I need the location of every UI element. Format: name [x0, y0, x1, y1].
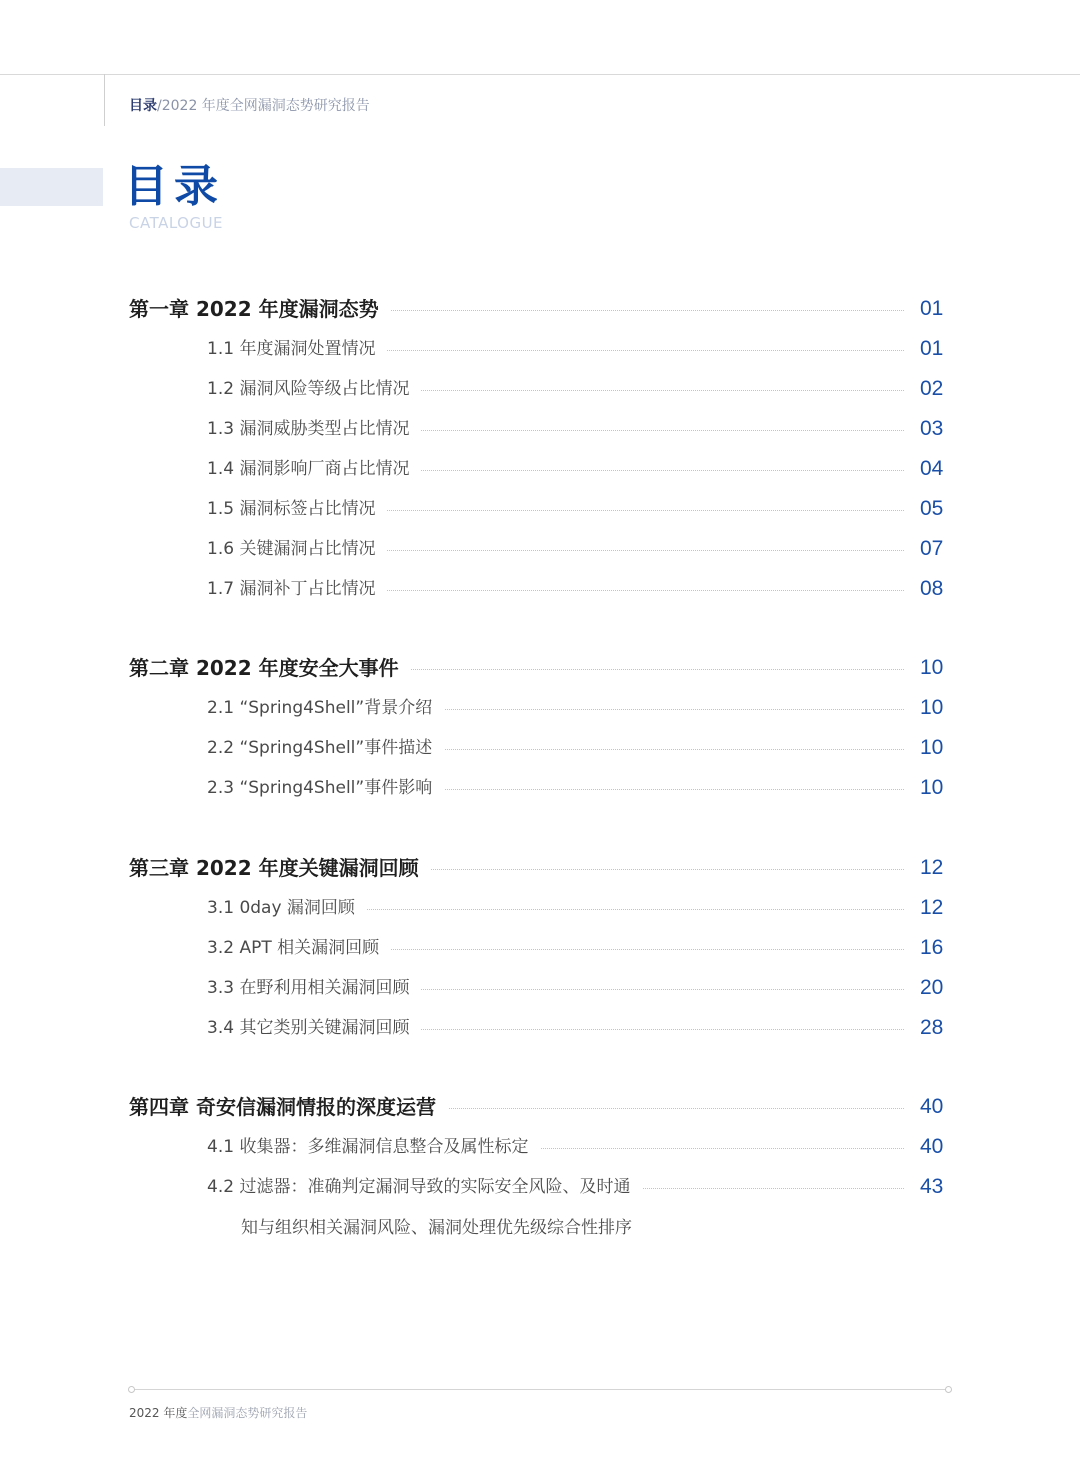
toc-section-entry[interactable]	[0, 571, 1080, 607]
toc-section-entry[interactable]	[0, 1010, 1080, 1046]
toc-page-number: 10	[904, 730, 972, 766]
toc-page-number: 05	[904, 491, 972, 527]
toc-chapter-entry[interactable]	[0, 650, 1080, 686]
toc-entry-label: 第四章 奇安信漏洞情报的深度运营	[129, 1089, 448, 1125]
toc-entry-label: 3.2 APT 相关漏洞回顾	[207, 930, 391, 966]
toc-entry-label: 4.1 收集器：多维漏洞信息整合及属性标定	[207, 1129, 540, 1165]
toc-section-entry[interactable]	[0, 690, 1080, 726]
toc-page-number: 10	[904, 650, 972, 686]
toc-section-entry[interactable]	[0, 411, 1080, 447]
toc-section-entry[interactable]	[0, 371, 1080, 407]
toc-page-number: 01	[904, 291, 972, 327]
toc-entry-label: 1.1 年度漏洞处置情况	[207, 331, 387, 367]
footer-year: 2022 年度	[129, 1406, 188, 1420]
toc-page-number: 12	[904, 890, 972, 926]
toc-page-number: 03	[904, 411, 972, 447]
toc-page-number: 16	[904, 930, 972, 966]
breadcrumb-report-title: /2022 年度全网漏洞态势研究报告	[157, 98, 370, 114]
toc-section-entry[interactable]	[0, 930, 1080, 966]
toc-page-number: 07	[904, 531, 972, 567]
toc-entry-label: 1.7 漏洞补丁占比情况	[207, 571, 387, 607]
toc-entry-continuation: 知与组织相关漏洞风险、漏洞处理优先级综合性排序	[241, 1218, 632, 1238]
toc-page-number: 40	[904, 1129, 972, 1165]
toc-chapter-entry[interactable]	[0, 1089, 1080, 1125]
toc-entry-label: 3.3 在野利用相关漏洞回顾	[207, 970, 421, 1006]
toc-page-number: 10	[904, 770, 972, 806]
toc-page-number: 43	[904, 1169, 972, 1205]
toc-page-number: 02	[904, 371, 972, 407]
toc-section-entry[interactable]	[0, 1169, 1080, 1205]
toc-section-entry[interactable]	[0, 491, 1080, 527]
footer-rule-start-dot	[128, 1386, 135, 1393]
toc-section-entry[interactable]	[0, 890, 1080, 926]
toc-entry-label: 4.2 过滤器：准确判定漏洞导致的实际安全风险、及时通	[207, 1169, 642, 1205]
toc-section-entry[interactable]	[0, 451, 1080, 487]
toc-entry-label: 3.4 其它类别关键漏洞回顾	[207, 1010, 421, 1046]
toc-page-number: 28	[904, 1010, 972, 1046]
toc-page-number: 01	[904, 331, 972, 367]
toc-page-number: 20	[904, 970, 972, 1006]
footer-report-title	[129, 1405, 307, 1421]
footer-title: 全网漏洞态势研究报告	[187, 1406, 308, 1420]
toc-entry-label: 1.3 漏洞威胁类型占比情况	[207, 411, 421, 447]
toc-entry-label: 1.6 关键漏洞占比情况	[207, 531, 387, 567]
toc-section-entry[interactable]	[0, 1129, 1080, 1165]
toc-section-entry[interactable]	[0, 531, 1080, 567]
toc-page-number: 12	[904, 850, 972, 886]
toc-section-entry[interactable]	[0, 770, 1080, 806]
toc-entry-label: 1.2 漏洞风险等级占比情况	[207, 371, 421, 407]
toc-entry-label: 1.5 漏洞标签占比情况	[207, 491, 387, 527]
toc-chapter-entry[interactable]	[0, 850, 1080, 886]
toc-section-entry[interactable]	[0, 331, 1080, 367]
toc-entry-label: 2.3 “Spring4Shell”事件影响	[207, 770, 444, 806]
toc-page-number: 04	[904, 451, 972, 487]
toc-entry-label: 2.1 “Spring4Shell”背景介绍	[207, 690, 444, 726]
page-subtitle: CATALOGUE	[129, 214, 224, 232]
toc-entry-label: 1.4 漏洞影响厂商占比情况	[207, 451, 421, 487]
toc-section-entry[interactable]	[0, 970, 1080, 1006]
toc-section-entry[interactable]	[0, 730, 1080, 766]
page-title: 目录	[124, 161, 224, 212]
toc-entry-label: 第三章 2022 年度关键漏洞回顾	[129, 850, 431, 886]
toc-entry-label: 第二章 2022 年度安全大事件	[129, 650, 411, 686]
toc-page-number: 10	[904, 690, 972, 726]
footer-rule-end-dot	[945, 1386, 952, 1393]
toc-entry-label: 第一章 2022 年度漏洞态势	[129, 291, 391, 327]
toc-entry-label: 3.1 0day 漏洞回顾	[207, 890, 367, 926]
toc-page-number: 08	[904, 571, 972, 607]
toc-chapter-entry[interactable]	[0, 291, 1080, 327]
breadcrumb-current: 目录	[129, 98, 157, 114]
footer-rule	[131, 1389, 948, 1390]
toc-page-number: 40	[904, 1089, 972, 1125]
toc-entry-label: 2.2 “Spring4Shell”事件描述	[207, 730, 444, 766]
